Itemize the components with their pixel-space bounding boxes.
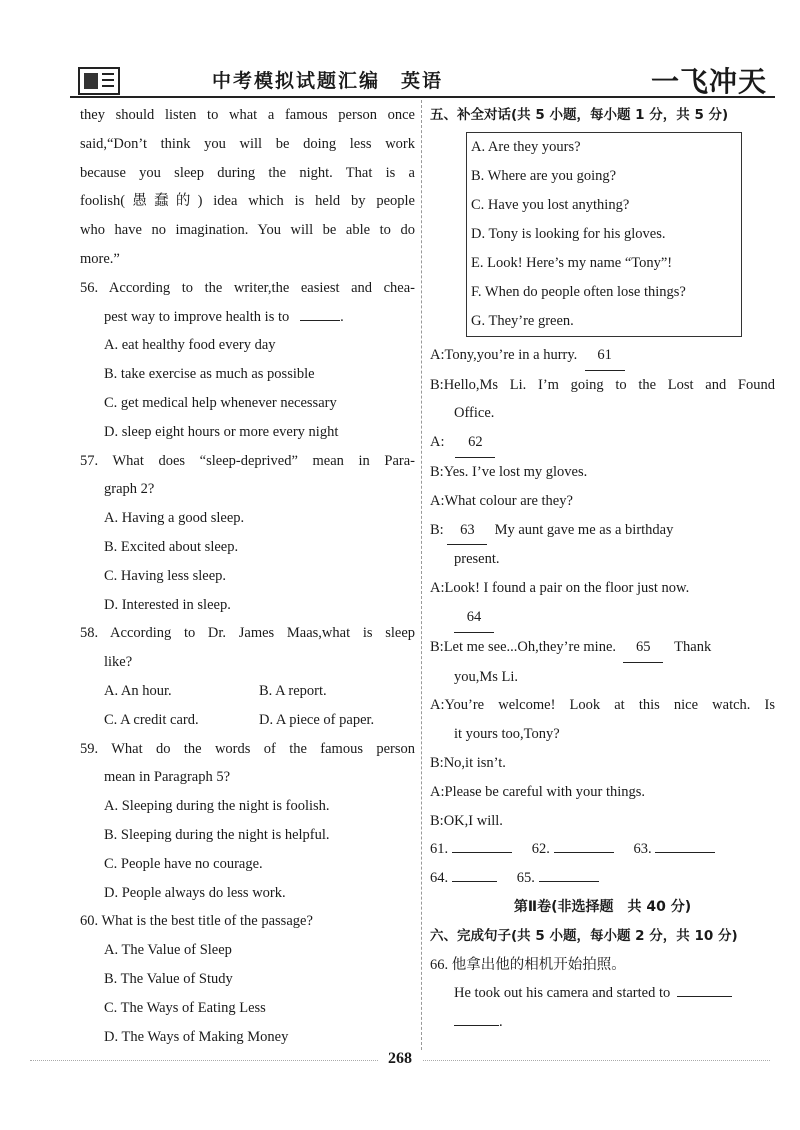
page-footer	[0, 1050, 800, 1068]
option-row	[80, 677, 415, 706]
option: D. sleep eight hours or more every night	[104, 423, 339, 440]
answer-row	[430, 864, 775, 893]
answer-blank[interactable]	[452, 852, 512, 853]
answer-label: 64.	[430, 870, 449, 887]
dialog-line: B:OK,I will.	[430, 812, 503, 829]
part-2-title: 第Ⅱ卷(非选择题 共 40 分)	[513, 898, 692, 915]
brand-title: 一飞冲天	[650, 65, 767, 98]
answer-label: 62.	[531, 841, 550, 858]
answer-blank[interactable]	[655, 852, 715, 853]
passage-line: because you sleep during the night. That is a	[80, 164, 415, 181]
blank-64[interactable]: 64	[454, 603, 494, 633]
question-56-stem: 56. According to the writer,the easiest and chea-	[80, 279, 415, 296]
question-56-stem-cont: pest way to improve health is to .	[104, 308, 344, 325]
header-rule	[70, 96, 775, 98]
dialog-line: Office.	[454, 405, 495, 422]
option: A. Sleeping during the night is foolish.	[104, 798, 330, 815]
dialog-line: A: 62	[430, 428, 775, 458]
passage-line: foolish(愚蠢的) idea which is held by people	[80, 193, 415, 210]
right-column	[430, 101, 775, 1037]
question-66-chinese: 66. 他拿出他的相机开始拍照。	[430, 956, 626, 973]
answer-label: 61.	[430, 841, 449, 858]
passage-line: said,“Don’t think you will be doing less work	[80, 135, 415, 152]
option: B. Sleeping during the night is helpful.	[104, 826, 330, 843]
option: B. A report.	[259, 682, 327, 699]
dialog-line: A:What colour are they?	[430, 492, 573, 509]
passage-line: who have no imagination. You will be able to do	[80, 222, 415, 239]
option: A. Having a good sleep.	[104, 510, 245, 527]
option: C. get medical help whenever necessary	[104, 394, 337, 411]
option: C. A credit card.	[104, 711, 199, 728]
dialog-line: A:Tony,you’re in a hurry. 61	[430, 341, 775, 371]
options-box	[466, 132, 742, 337]
dialog-line: B:Yes. I’ve lost my gloves.	[430, 463, 588, 480]
answer-blank[interactable]	[539, 881, 599, 882]
option: D. Interested in sleep.	[104, 596, 231, 613]
book-logo-icon	[78, 64, 126, 96]
option: B. The Value of Study	[104, 970, 233, 987]
box-option: D. Tony is looking for his gloves.	[471, 225, 666, 242]
dialog-line: A:Look! I found a pair on the floor just now.	[430, 580, 690, 597]
answer-blank[interactable]	[677, 996, 732, 997]
answer-label: 65.	[516, 870, 535, 887]
option: A. The Value of Sleep	[104, 942, 232, 959]
option: C. Having less sleep.	[104, 567, 227, 584]
dialog-line: B:Hello,Ms Li. I’m going to the Lost and Found	[430, 376, 775, 393]
blank-63[interactable]: 63	[447, 516, 487, 546]
box-option: F. When do people often lose things?	[471, 283, 686, 300]
answer-blank[interactable]	[300, 320, 340, 321]
box-option: C. Have you lost anything?	[471, 196, 630, 213]
option: C. People have no courage.	[104, 855, 263, 872]
option: D. People always do less work.	[104, 884, 286, 901]
series-title: 中考模拟试题汇编 英语	[212, 70, 444, 92]
page-number: 268	[378, 1050, 422, 1067]
box-option: B. Where are you going?	[471, 167, 617, 184]
section-6-heading: 六、完成句子(共 5 小题，每小题 2 分，共 10 分)	[430, 927, 738, 944]
option: D. A piece of paper.	[259, 711, 375, 728]
option: B. take exercise as much as possible	[104, 366, 315, 383]
box-option: G. They’re green.	[471, 312, 574, 329]
dialog-line: A:You’re welcome! Look at this nice watch. Is	[430, 697, 775, 714]
dialog-line: it yours too,Tony?	[454, 726, 560, 743]
dialog-line: A:Please be careful with your things.	[430, 783, 646, 800]
answer-label: 63.	[633, 841, 652, 858]
answer-blank[interactable]	[452, 881, 497, 882]
passage-line: more.”	[80, 250, 120, 267]
dialog-line: B:Let me see...Oh,they’re mine. 65 Thank	[430, 633, 775, 663]
answer-blank[interactable]	[554, 852, 614, 853]
question-58-stem-cont: like?	[104, 654, 133, 671]
dialog-line: present.	[454, 551, 500, 568]
dialog-line: B:No,it isn’t.	[430, 754, 506, 771]
answer-blank[interactable]	[454, 1025, 499, 1026]
passage-line: they should listen to what a famous person once	[80, 107, 415, 123]
dialog-line: you,Ms Li.	[454, 668, 519, 685]
question-66-english: He took out his camera and started to	[430, 979, 775, 1008]
question-57-stem-cont: graph 2?	[104, 481, 155, 498]
question-57-stem: 57. What does “sleep-deprived” mean in Para-	[80, 452, 415, 469]
question-59-stem: 59. What do the words of the famous person	[80, 740, 415, 757]
question-60-stem: 60. What is the best title of the passage?	[80, 913, 313, 930]
question-59-stem-cont: mean in Paragraph 5?	[104, 769, 231, 786]
left-column	[80, 101, 415, 1051]
column-divider	[421, 100, 422, 1060]
option: A. eat healthy food every day	[104, 337, 276, 354]
option: B. Excited about sleep.	[104, 538, 239, 555]
section-5-heading: 五、补全对话(共 5 小题，每小题 1 分，共 5 分)	[430, 107, 729, 123]
question-58-stem: 58. According to Dr. James Maas,what is sleep	[80, 625, 415, 642]
page-header	[70, 58, 775, 98]
dialog-line	[430, 603, 775, 633]
option: D. The Ways of Making Money	[104, 1028, 289, 1045]
option: A. An hour.	[104, 682, 172, 699]
box-option: E. Look! Here’s my name “Tony”!	[471, 254, 673, 271]
blank-62[interactable]: 62	[455, 428, 495, 458]
option-row	[80, 706, 415, 735]
box-option: A. Are they yours?	[471, 138, 581, 155]
question-66-cont: .	[430, 1008, 775, 1037]
option: C. The Ways of Eating Less	[104, 999, 266, 1016]
dialog-line: B: 63 My aunt gave me as a birthday	[430, 516, 775, 546]
answer-row	[430, 835, 775, 864]
blank-65[interactable]: 65	[623, 633, 663, 663]
blank-61[interactable]: 61	[585, 341, 625, 371]
